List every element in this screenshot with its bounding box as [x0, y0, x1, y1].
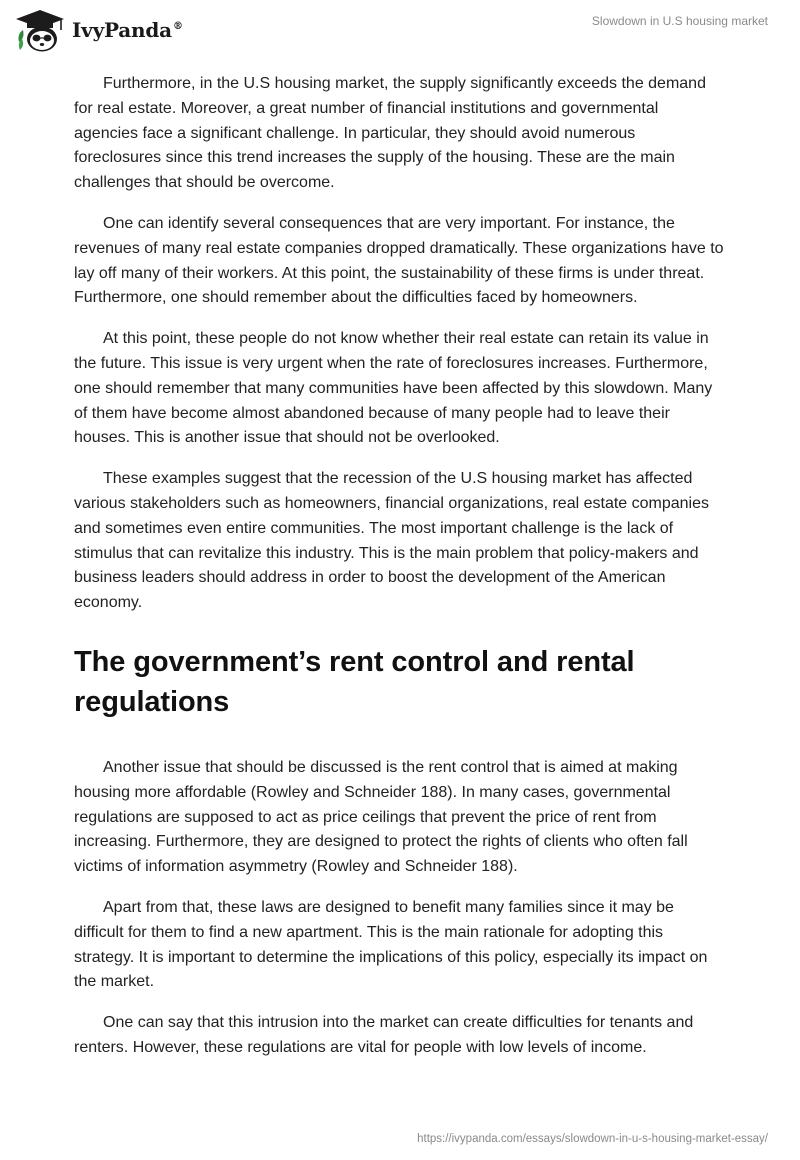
panda-graduate-icon	[14, 6, 66, 54]
ivypanda-logo[interactable]	[14, 6, 183, 54]
paragraph: One can say that this intrusion into the market can create difficulties for tenants and renters. However, these regulations are vital for people with low levels of income.	[74, 1014, 694, 1056]
essay-content	[74, 72, 726, 1077]
source-url[interactable]: https://ivypanda.com/essays/slowdown-in-u-s-housing-market-essay/	[417, 1133, 768, 1145]
document-title: Slowdown in U.S housing market	[591, 14, 768, 28]
paragraph: At this point, these people do not know whether their real estate can retain its value in the future. This issue is very urgent when the rate of foreclosures increases. Furthermore, one should remember that many communities have been affected by this slowdown. Many of them have become almost abandoned because of many people had to leave their houses. This is another issue that should not be overlooked.	[74, 330, 713, 447]
page-header	[0, 0, 800, 60]
paragraph: Furthermore, in the U.S housing market, the supply significantly exceeds the demand for real estate. Moreover, a great number of financial institutions and governmental agencies face a significant challenge. In particular, they should avoid numerous foreclosures since this trend increases the supply of the housing. These are the main challenges that should be overcome.	[74, 75, 706, 192]
brand-name: IvyPanda®	[72, 18, 183, 42]
paragraph: Apart from that, these laws are designed to benefit many families since it may be difficult for them to find a new apartment. This is the main rationale for adopting this strategy. It is important to determine the implications of this policy, especially its impact on the market.	[74, 898, 708, 991]
paragraph: Another issue that should be discussed is the rent control that is aimed at making housing more affordable (Rowley and Schneider 188). In many cases, governmental regulations are supposed to act as price ceilings that prevent the price of rent from increasing. Furthermore, they are designed to protect the rights of clients who often fall victims of information asymmetry (Rowley and Schneider 188).	[74, 758, 688, 876]
section-heading: The government’s rent control and rental regulations	[74, 645, 635, 718]
paragraph: These examples suggest that the recession of the U.S housing market has affected various stakeholders such as homeowners, financial organizations, real estate companies and sometimes even entire communities. The most important challenge is the lack of stimulus that can revitalize this industry. This is the main problem that policy-makers and business leaders should address in order to boost the development of the American economy.	[74, 470, 710, 612]
paragraph: One can identify several consequences that are very important. For instance, the revenues of many real estate companies dropped dramatically. These organizations have to lay off many of their workers. At this point, the sustainability of these firms is under threat. Furthermore, one should remember about the difficulties faced by homeowners.	[74, 214, 724, 307]
